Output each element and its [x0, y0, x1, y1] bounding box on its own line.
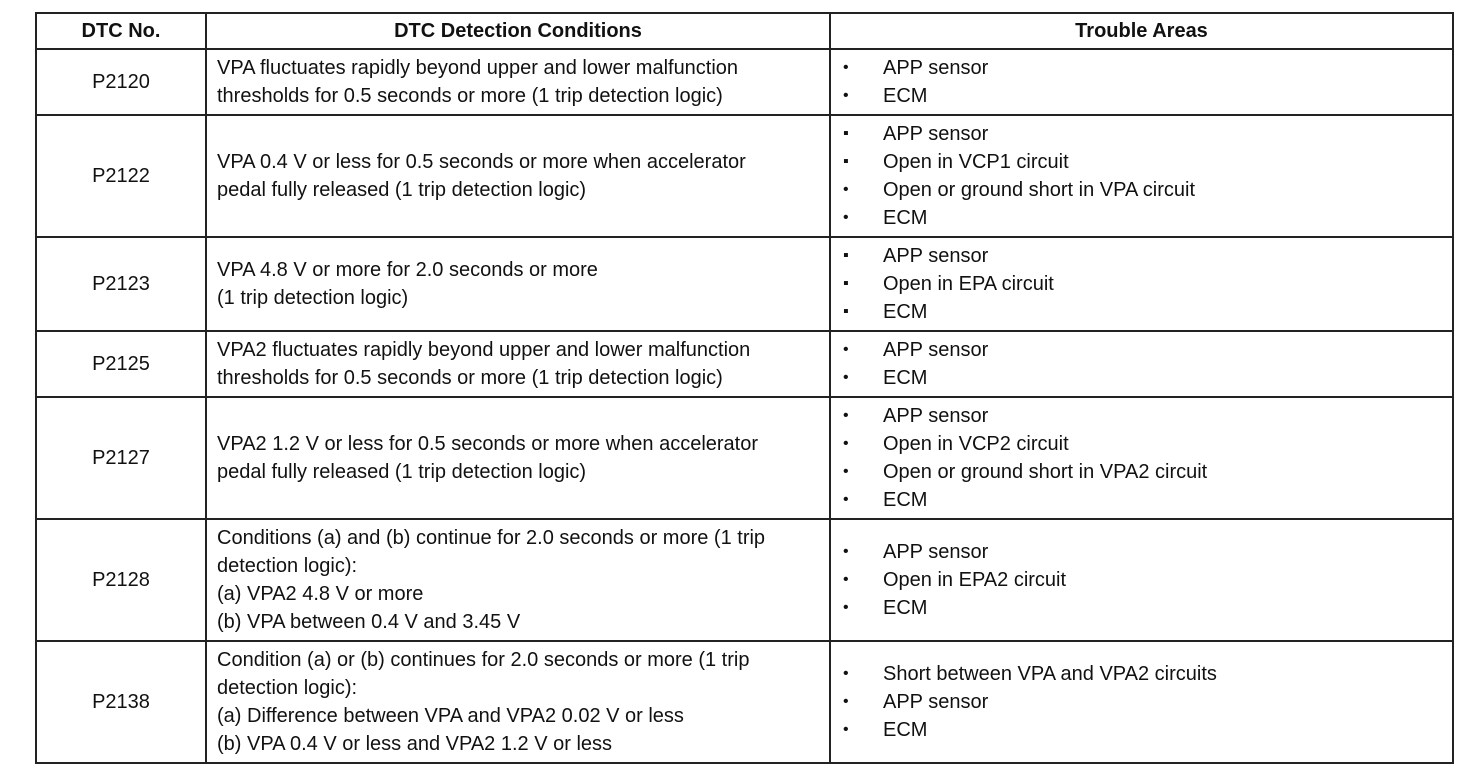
condition-line: pedal fully released (1 trip detection logic) [217, 461, 587, 483]
bullet-icon: • [843, 59, 849, 76]
trouble-areas [830, 397, 1453, 519]
condition-line: Conditions (a) and (b) continue for 2.0 seconds or more (1 trip [217, 527, 766, 549]
header-trouble-areas: Trouble Areas [830, 13, 1453, 49]
dtc-code: P2125 [36, 331, 206, 397]
trouble-area-list [839, 402, 1444, 514]
condition-line: VPA fluctuates rapidly beyond upper and lower malfunction [217, 57, 739, 79]
trouble-areas [830, 49, 1453, 115]
trouble-area-list [839, 242, 1444, 326]
condition-line: VPA 4.8 V or more for 2.0 seconds or more [217, 259, 598, 281]
list-item [839, 364, 1444, 392]
condition-line: (a) Difference between VPA and VPA2 0.02 V or less [217, 705, 684, 727]
list-item [839, 270, 1444, 298]
list-item [839, 688, 1444, 716]
list-item [839, 204, 1444, 232]
trouble-areas [830, 641, 1453, 763]
trouble-area-text: ECM [883, 85, 928, 107]
condition-line: VPA2 1.2 V or less for 0.5 seconds or more when accelerator [217, 433, 759, 455]
table-body [36, 49, 1453, 763]
bullet-icon: • [843, 181, 849, 198]
list-item [839, 54, 1444, 82]
header-row [36, 13, 1453, 49]
table-row [36, 115, 1453, 237]
condition-line: thresholds for 0.5 seconds or more (1 trip detection logic) [217, 367, 723, 389]
detection-conditions [206, 49, 830, 115]
condition-line: Condition (a) or (b) continues for 2.0 seconds or more (1 trip [217, 649, 750, 671]
condition-line: detection logic): [217, 677, 358, 699]
list-item [839, 120, 1444, 148]
condition-line: (b) VPA 0.4 V or less and VPA2 1.2 V or less [217, 733, 613, 755]
list-item [839, 148, 1444, 176]
dtc-code: P2122 [36, 115, 206, 237]
condition-line: (a) VPA2 4.8 V or more [217, 583, 424, 605]
detection-conditions [206, 641, 830, 763]
trouble-area-text: APP sensor [883, 57, 989, 79]
list-item [839, 298, 1444, 326]
bullet-icon: ▪ [843, 275, 849, 292]
trouble-area-text: Open in VCP2 circuit [883, 433, 1069, 455]
bullet-icon: • [843, 341, 849, 358]
list-item [839, 660, 1444, 688]
list-item [839, 402, 1444, 430]
bullet-icon: • [843, 369, 849, 386]
trouble-areas [830, 237, 1453, 331]
list-item [839, 458, 1444, 486]
bullet-icon: • [843, 209, 849, 226]
bullet-icon: • [843, 491, 849, 508]
list-item [839, 242, 1444, 270]
header-detection-conditions: DTC Detection Conditions [206, 13, 830, 49]
trouble-area-list [839, 336, 1444, 392]
condition-line: VPA 0.4 V or less for 0.5 seconds or more when accelerator [217, 151, 746, 173]
list-item [839, 486, 1444, 514]
dtc-table [35, 12, 1454, 764]
condition-line: thresholds for 0.5 seconds or more (1 trip detection logic) [217, 85, 723, 107]
dtc-code: P2127 [36, 397, 206, 519]
table-row [36, 641, 1453, 763]
trouble-area-text: ECM [883, 301, 928, 323]
table-row [36, 397, 1453, 519]
trouble-area-text: ECM [883, 597, 928, 619]
bullet-icon: • [843, 665, 849, 682]
table-row [36, 519, 1453, 641]
detection-conditions [206, 115, 830, 237]
condition-line: detection logic): [217, 555, 358, 577]
dtc-code: P2138 [36, 641, 206, 763]
bullet-icon: • [843, 693, 849, 710]
list-item [839, 336, 1444, 364]
table-row [36, 331, 1453, 397]
trouble-areas [830, 115, 1453, 237]
trouble-area-text: APP sensor [883, 541, 989, 563]
condition-line: (b) VPA between 0.4 V and 3.45 V [217, 611, 521, 633]
trouble-area-text: APP sensor [883, 123, 989, 145]
header-dtc-no: DTC No. [36, 13, 206, 49]
bullet-icon: ▪ [843, 125, 849, 142]
trouble-area-text: APP sensor [883, 405, 989, 427]
trouble-areas [830, 519, 1453, 641]
trouble-area-text: Short between VPA and VPA2 circuits [883, 663, 1217, 685]
trouble-area-text: ECM [883, 489, 928, 511]
table-row [36, 49, 1453, 115]
detection-conditions [206, 237, 830, 331]
trouble-area-list [839, 538, 1444, 622]
condition-line: (1 trip detection logic) [217, 287, 409, 309]
dtc-code: P2120 [36, 49, 206, 115]
table-header [36, 13, 1453, 49]
dtc-code: P2123 [36, 237, 206, 331]
bullet-icon: • [843, 543, 849, 560]
trouble-area-text: Open or ground short in VPA2 circuit [883, 461, 1208, 483]
trouble-area-text: APP sensor [883, 691, 989, 713]
bullet-icon: • [843, 721, 849, 738]
trouble-area-list [839, 660, 1444, 744]
bullet-icon: • [843, 571, 849, 588]
bullet-icon: ▪ [843, 303, 849, 320]
trouble-area-text: APP sensor [883, 339, 989, 361]
trouble-area-text: ECM [883, 207, 928, 229]
trouble-area-text: Open in EPA circuit [883, 273, 1054, 295]
detection-conditions [206, 331, 830, 397]
bullet-icon: ▪ [843, 153, 849, 170]
detection-conditions [206, 397, 830, 519]
list-item [839, 430, 1444, 458]
list-item [839, 566, 1444, 594]
bullet-icon: • [843, 407, 849, 424]
table-row [36, 237, 1453, 331]
trouble-area-list [839, 54, 1444, 110]
condition-line: VPA2 fluctuates rapidly beyond upper and lower malfunction [217, 339, 751, 361]
bullet-icon: • [843, 435, 849, 452]
bullet-icon: • [843, 599, 849, 616]
trouble-area-text: Open or ground short in VPA circuit [883, 179, 1196, 201]
trouble-area-text: APP sensor [883, 245, 989, 267]
bullet-icon: • [843, 463, 849, 480]
list-item [839, 176, 1444, 204]
trouble-area-text: Open in EPA2 circuit [883, 569, 1067, 591]
list-item [839, 594, 1444, 622]
list-item [839, 538, 1444, 566]
trouble-area-list [839, 120, 1444, 232]
trouble-area-text: ECM [883, 367, 928, 389]
list-item [839, 82, 1444, 110]
bullet-icon: • [843, 87, 849, 104]
trouble-area-text: ECM [883, 719, 928, 741]
trouble-areas [830, 331, 1453, 397]
condition-line: pedal fully released (1 trip detection logic) [217, 179, 587, 201]
list-item [839, 716, 1444, 744]
trouble-area-text: Open in VCP1 circuit [883, 151, 1069, 173]
bullet-icon: ▪ [843, 247, 849, 264]
dtc-code: P2128 [36, 519, 206, 641]
detection-conditions [206, 519, 830, 641]
